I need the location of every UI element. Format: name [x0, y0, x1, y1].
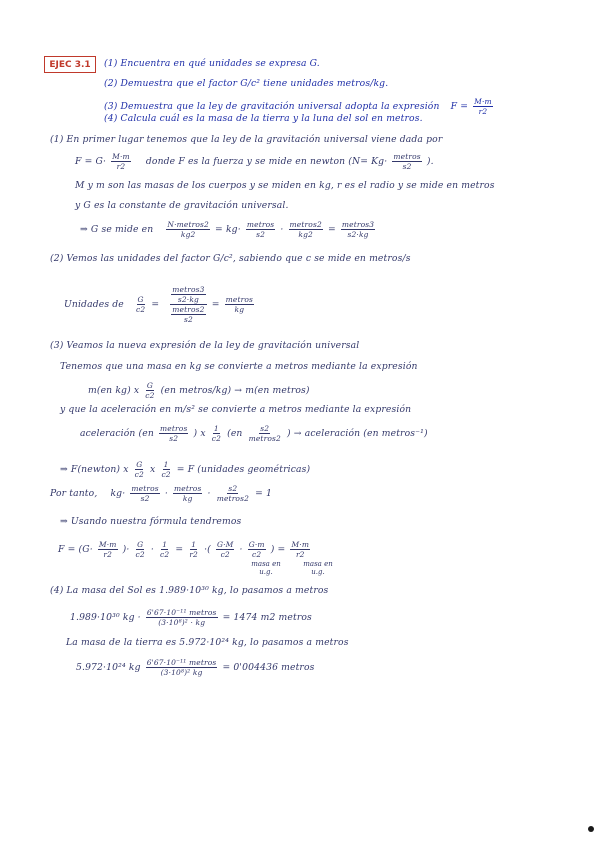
s3-line-8: ⇒ Usando nuestra fórmula tendremos — [60, 516, 242, 527]
s1-units-line: ⇒ G se mide en $\frac{\text{N·metros2}}{kg2}$ = kg· $\frac{\text{metros}}{s2}$ · $\frac{\text{metros2}}{kg2}$ = $\frac{\text{metros3}}{s2\cdot kg}$ — [80, 220, 375, 239]
s2-units-line: Unidades de $\frac{G}{c2}$ = metros3 s2·kg metros2 s2 = $\frac{\text{metros}}{kg}$ — [64, 285, 254, 324]
annotation-mass-ug-2: masa en u.g. — [303, 560, 333, 576]
page-edge-dot — [588, 826, 594, 832]
exercise-tag: EJEC 3.1 — [44, 56, 96, 73]
s2-line-1: (2) Vemos las unidades del factor G/c², sabiendo que c se mide en metros/s — [50, 253, 411, 264]
question-1: (1) Encuentra en qué unidades se expresa G. — [104, 58, 320, 69]
s3-force-units: ⇒ F(newton) x $\frac{G}{c2}$ x $\frac{1}{c2}$ = F (unidades geométricas) — [60, 460, 311, 479]
s3-mass-conversion: m(en kg) x $\frac{G}{c2}$ (en metros/kg) → m(en metros) — [88, 381, 310, 400]
s1-line-1: (1) En primer lugar tenemos que la ley de la gravitación universal viene dada por — [50, 134, 443, 145]
s3-check-line: Por tanto, kg· $\frac{\text{metros}}{s2}$ · $\frac{\text{metros}}{kg}$ · $\frac{s2}{\text{metros2}}$ = 1 — [50, 484, 273, 503]
s4-line-1: (4) La masa del Sol es 1.989·10³⁰ kg, lo pasamos a metros — [50, 585, 329, 596]
question-2: (2) Demuestra que el factor G/c² tiene unidades metros/kg. — [104, 78, 389, 89]
s3-accel-conversion: aceleración (en $\frac{\text{metros}}{s2}$ ) x $\frac{1}{c2}$ (en $\frac{s2}{\text{metros2}}$ ) → aceleración (en metros⁻¹) — [80, 424, 428, 443]
s3-line-1: (3) Veamos la nueva expresión de la ley de gravitación universal — [50, 340, 360, 351]
annotation-mass-ug-1: masa en u.g. — [251, 560, 281, 576]
s4-earth-calc: 5.972·10²⁴ kg $\frac{\text{6'67·10⁻¹¹ metros}}{\text{(3·10⁸)² kg}}$ = 0'004436 metros — [76, 658, 315, 677]
s3-line-2: Tenemos que una masa en kg se convierte a metros mediante la expresión — [60, 361, 418, 372]
s3-final-formula: F = (G· $\frac{M\cdot m}{r2}$ )· $\frac{G}{c2}$ · $\frac{1}{c2}$ = $\frac{1}{r2}$ ·( $\frac{G\cdot M}{c2}$ · $\frac{G\cdot m}{c2}$ ) = $\frac{M\cdot m}{r2}$ — [58, 540, 310, 559]
question-3: (3) Demuestra que la ley de gravitación universal adopta la expresión F = $\frac{M\cdot m}{r2}$ — [104, 97, 492, 116]
s4-sun-calc: 1.989·10³⁰ kg · $\frac{\text{6'67·10⁻¹¹ metros}}{\text{(3·10⁸)² · kg}}$ = 1474 m2 metros — [70, 608, 312, 627]
s1-line-2: M y m son las masas de los cuerpos y se miden en kg, r es el radio y se mide en metros — [75, 180, 495, 191]
s4-line-3: La masa de la tierra es 5.972·10²⁴ kg, lo pasamos a metros — [66, 637, 349, 648]
s1-formula-line: F = G· $\frac{M\cdot m}{r2}$ donde F es la fuerza y se mide en newton (N= Kg· $\frac{\text{metros}}{s2}$ ). — [75, 152, 434, 171]
s3-line-4: y que la aceleración en m/s² se convierte a metros mediante la expresión — [60, 404, 412, 415]
question-4: (4) Calcula cuál es la masa de la tierra y la luna del sol en metros. — [104, 113, 423, 124]
s1-line-3: y G es la constante de gravitación universal. — [75, 200, 289, 211]
